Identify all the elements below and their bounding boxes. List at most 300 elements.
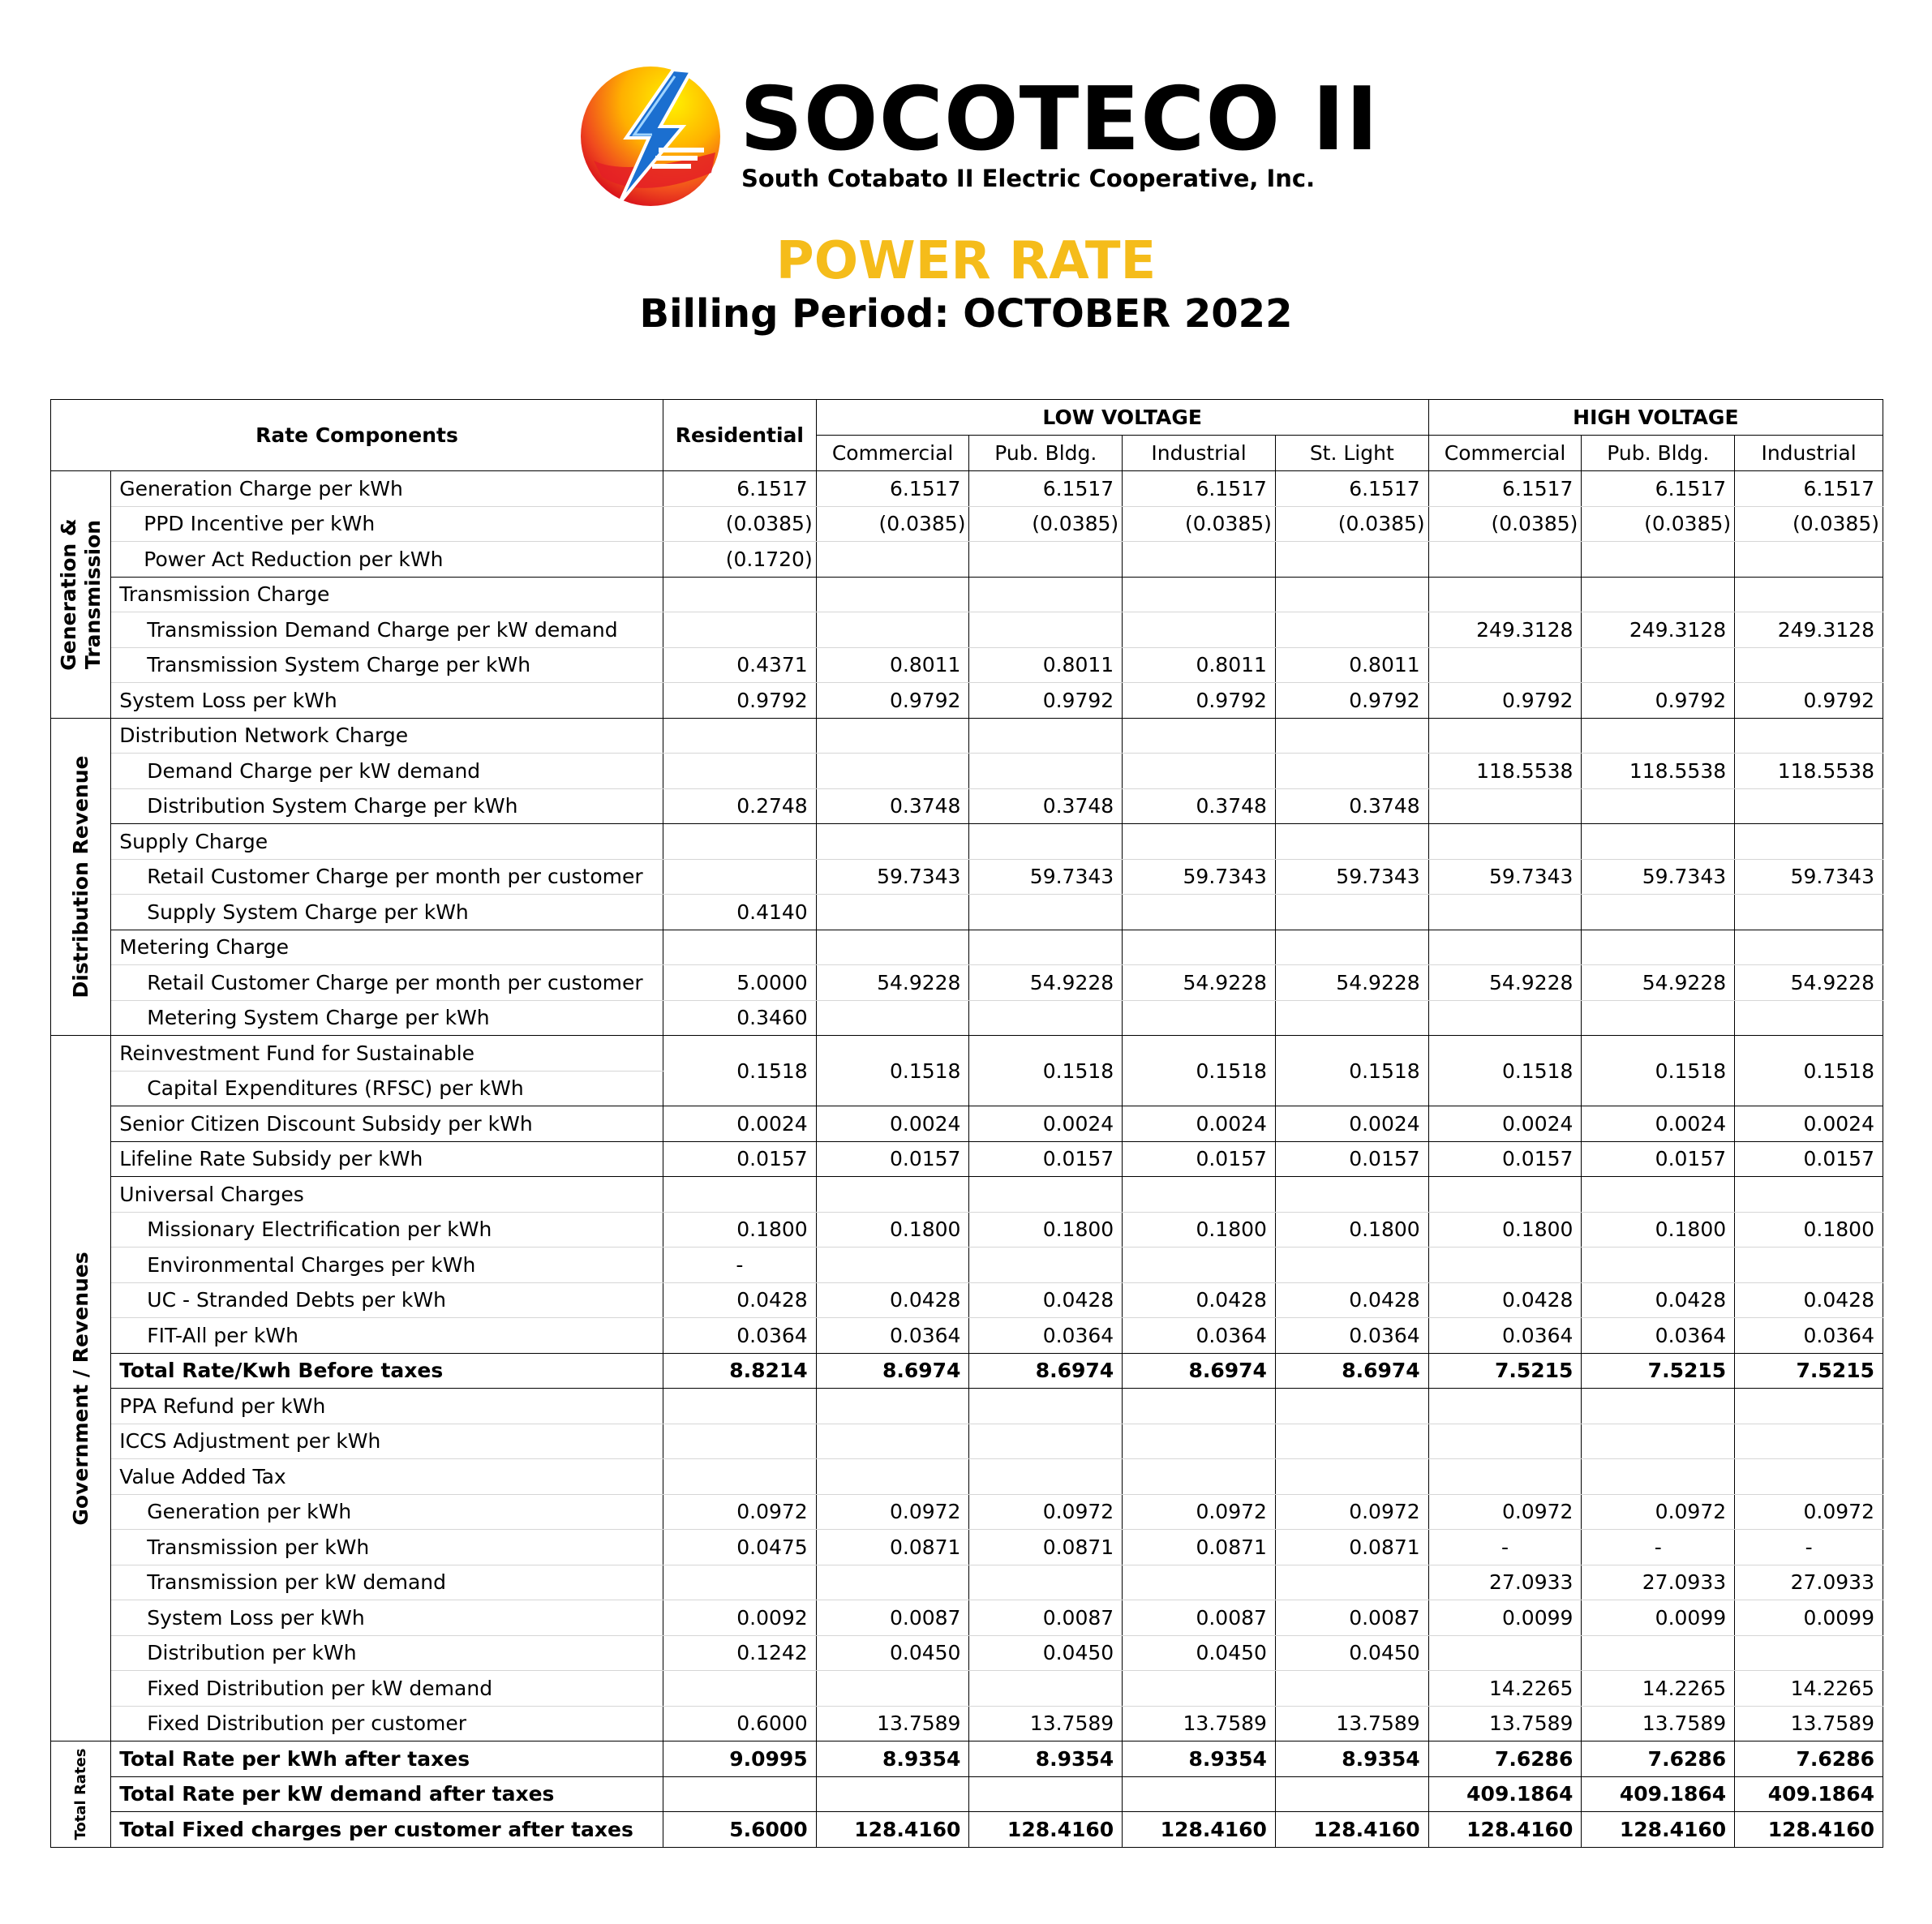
rate-value: 0.9792: [1582, 683, 1735, 719]
rate-value: [1428, 788, 1582, 824]
table-row: [51, 1000, 1883, 1036]
rate-value: [663, 1389, 816, 1424]
rate-value: 0.0972: [1735, 1494, 1883, 1530]
rate-components-header: Rate Components: [51, 400, 663, 471]
rate-value: 8.6974: [1123, 1353, 1276, 1389]
rate-value: 0.1800: [969, 1212, 1123, 1248]
rate-value: [1275, 1000, 1428, 1036]
rate-value: [1582, 1177, 1735, 1213]
rate-value: [663, 754, 816, 789]
row-label: Generation per kWh: [111, 1494, 663, 1530]
lv-commercial-header: Commercial: [816, 436, 969, 471]
rate-value: [1735, 1635, 1883, 1671]
rate-value: [1123, 542, 1276, 578]
rate-value: 0.1800: [1735, 1212, 1883, 1248]
rate-value: 0.0428: [1275, 1282, 1428, 1318]
rate-value: 0.1800: [663, 1212, 816, 1248]
rate-value: 0.0428: [1582, 1282, 1735, 1318]
rate-value: 59.7343: [969, 859, 1123, 895]
rate-value: 13.7589: [1582, 1706, 1735, 1741]
rate-value: 7.5215: [1582, 1353, 1735, 1389]
lv-st-light-header: St. Light: [1275, 436, 1428, 471]
rate-value: -: [1428, 1530, 1582, 1565]
rate-value: [816, 1776, 969, 1812]
table-row: [51, 1318, 1883, 1354]
rate-value: [663, 930, 816, 965]
rate-value: 0.0087: [1275, 1600, 1428, 1636]
rate-value: [1582, 1389, 1735, 1424]
rate-value: 0.0157: [1735, 1141, 1883, 1177]
rate-value: [1735, 577, 1883, 612]
table-row: [51, 506, 1883, 542]
rate-value: [663, 1671, 816, 1707]
rate-value: [969, 1565, 1123, 1600]
rate-value: 0.3748: [816, 788, 969, 824]
rate-value: (0.0385): [1582, 506, 1735, 542]
rate-value: [816, 718, 969, 754]
rate-value: 128.4160: [1275, 1812, 1428, 1848]
rate-value: 0.1518: [1123, 1036, 1276, 1106]
row-label: Transmission per kWh: [111, 1530, 663, 1565]
rate-value: 0.8011: [816, 647, 969, 683]
rate-value: [1428, 930, 1582, 965]
row-label: PPA Refund per kWh: [111, 1389, 663, 1424]
rate-value: 59.7343: [1275, 859, 1428, 895]
rate-value: 0.1518: [663, 1036, 816, 1106]
rate-value: [1735, 1248, 1883, 1283]
rate-value: 118.5538: [1735, 754, 1883, 789]
rate-value: 8.9354: [969, 1741, 1123, 1777]
rate-value: 0.0157: [1582, 1141, 1735, 1177]
row-label: Fixed Distribution per customer: [111, 1706, 663, 1741]
table-row: [51, 577, 1883, 612]
rate-value: 0.8011: [1275, 647, 1428, 683]
rate-value: 0.0871: [969, 1530, 1123, 1565]
row-label: Metering System Charge per kWh: [111, 1000, 663, 1036]
rate-value: 0.1800: [1582, 1212, 1735, 1248]
rate-value: 6.1517: [1582, 471, 1735, 507]
rate-value: [1275, 754, 1428, 789]
rate-value: 0.0364: [969, 1318, 1123, 1354]
rate-value: 0.0475: [663, 1530, 816, 1565]
rate-value: 0.0157: [1123, 1141, 1276, 1177]
row-label: Lifeline Rate Subsidy per kWh: [111, 1141, 663, 1177]
rate-value: 128.4160: [1123, 1812, 1276, 1848]
section-label: Generation & Transmission: [56, 518, 105, 671]
rate-value: [1275, 542, 1428, 578]
table-row: [51, 1565, 1883, 1600]
table-row: [51, 754, 1883, 789]
rate-value: 0.1518: [969, 1036, 1123, 1106]
rate-value: 7.6286: [1428, 1741, 1582, 1777]
row-label: PPD Incentive per kWh: [111, 506, 663, 542]
rate-value: 409.1864: [1582, 1776, 1735, 1812]
rate-value: (0.0385): [1123, 506, 1276, 542]
rate-value: [969, 612, 1123, 648]
rate-value: [1123, 930, 1276, 965]
rate-value: 0.0428: [1735, 1282, 1883, 1318]
rate-value: [969, 895, 1123, 930]
rate-value: 0.0024: [1123, 1106, 1276, 1142]
rate-value: 0.3748: [969, 788, 1123, 824]
rate-value: 0.9792: [1735, 683, 1883, 719]
rate-value: 0.0024: [663, 1106, 816, 1142]
rate-value: [1123, 577, 1276, 612]
rate-value: 0.0428: [663, 1282, 816, 1318]
rate-value: [1582, 718, 1735, 754]
rate-value: 8.6974: [969, 1353, 1123, 1389]
rate-value: [816, 1565, 969, 1600]
rate-value: [1582, 1459, 1735, 1495]
rate-value: [1275, 1671, 1428, 1707]
rate-value: 7.6286: [1735, 1741, 1883, 1777]
rate-value: 118.5538: [1582, 754, 1735, 789]
rate-value: 0.0024: [1428, 1106, 1582, 1142]
rate-value: [816, 542, 969, 578]
rate-value: 8.6974: [1275, 1353, 1428, 1389]
rate-value: 5.6000: [663, 1812, 816, 1848]
rate-value: [1735, 1459, 1883, 1495]
rate-value: 0.0972: [969, 1494, 1123, 1530]
rate-value: 9.0995: [663, 1741, 816, 1777]
hv-industrial-header: Industrial: [1735, 436, 1883, 471]
rate-value: 0.0364: [1123, 1318, 1276, 1354]
rate-value: 128.4160: [969, 1812, 1123, 1848]
rate-value: [969, 1000, 1123, 1036]
rate-value: 0.1800: [1428, 1212, 1582, 1248]
residential-header: Residential: [663, 400, 816, 471]
rate-value: 0.0024: [1735, 1106, 1883, 1142]
rate-value: 0.0450: [969, 1635, 1123, 1671]
power-rate-table: [50, 399, 1883, 1848]
rate-value: [816, 612, 969, 648]
rate-value: 0.0157: [663, 1141, 816, 1177]
rate-value: [1735, 542, 1883, 578]
rate-value: 6.1517: [1123, 471, 1276, 507]
row-label: Total Fixed charges per customer after taxes: [111, 1812, 663, 1848]
table-row: [51, 859, 1883, 895]
rate-value: 0.0450: [816, 1635, 969, 1671]
rate-value: [816, 1459, 969, 1495]
rate-value: 0.0024: [969, 1106, 1123, 1142]
row-label: Transmission per kW demand: [111, 1565, 663, 1600]
rate-value: 0.0099: [1428, 1600, 1582, 1636]
rate-value: 27.0933: [1582, 1565, 1735, 1600]
rate-value: [969, 577, 1123, 612]
rate-value: 118.5538: [1428, 754, 1582, 789]
rate-value: [1582, 1000, 1735, 1036]
rate-value: 54.9228: [1428, 965, 1582, 1001]
rate-value: (0.1720): [663, 542, 816, 578]
rate-value: 0.3748: [1123, 788, 1276, 824]
lv-pub-bldg-header: Pub. Bldg.: [969, 436, 1123, 471]
rate-value: [663, 824, 816, 860]
rate-value: 0.9792: [663, 683, 816, 719]
rate-value: 0.0871: [1275, 1530, 1428, 1565]
rate-value: [1275, 1424, 1428, 1459]
rate-value: 7.6286: [1582, 1741, 1735, 1777]
rate-value: [663, 718, 816, 754]
row-label: Transmission Charge: [111, 577, 663, 612]
rate-value: 0.0972: [1428, 1494, 1582, 1530]
rate-value: [1275, 1389, 1428, 1424]
table-row: [51, 542, 1883, 578]
rate-value: [1123, 1177, 1276, 1213]
rate-value: [1735, 1177, 1883, 1213]
rate-value: 0.3748: [1275, 788, 1428, 824]
table-row: [51, 1494, 1883, 1530]
rate-value: [816, 1424, 969, 1459]
hv-commercial-header: Commercial: [1428, 436, 1582, 471]
section-label: Government / Revenues: [68, 1251, 92, 1526]
rate-value: 128.4160: [1428, 1812, 1582, 1848]
rate-value: 8.8214: [663, 1353, 816, 1389]
rate-value: [1275, 1565, 1428, 1600]
row-label: System Loss per kWh: [111, 1600, 663, 1636]
rate-value: 6.1517: [1275, 471, 1428, 507]
rate-value: 14.2265: [1428, 1671, 1582, 1707]
rate-value: [1275, 824, 1428, 860]
row-label: Metering Charge: [111, 930, 663, 965]
row-label: Universal Charges: [111, 1177, 663, 1213]
rate-value: 6.1517: [816, 471, 969, 507]
rate-value: 0.0024: [1582, 1106, 1735, 1142]
rate-value: (0.0385): [663, 506, 816, 542]
rate-value: 0.0364: [1582, 1318, 1735, 1354]
rate-value: (0.0385): [1275, 506, 1428, 542]
rate-value: 0.0450: [1123, 1635, 1276, 1671]
rate-value: [969, 718, 1123, 754]
rate-value: [816, 1177, 969, 1213]
rate-value: [1582, 1635, 1735, 1671]
table-row: [51, 1600, 1883, 1636]
table-row: [51, 1106, 1883, 1142]
rate-value: [816, 824, 969, 860]
rate-value: [1123, 824, 1276, 860]
rate-value: (0.0385): [1735, 506, 1883, 542]
rate-value: [1735, 824, 1883, 860]
rate-value: 0.0428: [1428, 1282, 1582, 1318]
rate-value: 54.9228: [1735, 965, 1883, 1001]
row-label: ICCS Adjustment per kWh: [111, 1424, 663, 1459]
table-row: [51, 1812, 1883, 1848]
rate-value: [1582, 895, 1735, 930]
rate-value: [969, 1459, 1123, 1495]
rate-value: 128.4160: [816, 1812, 969, 1848]
rate-value: 249.3128: [1582, 612, 1735, 648]
rate-value: 0.0024: [816, 1106, 969, 1142]
company-name: SOCOTECO II: [740, 69, 1380, 170]
rate-value: 54.9228: [969, 965, 1123, 1001]
rate-value: [1275, 577, 1428, 612]
rate-value: [1582, 1424, 1735, 1459]
rate-value: [816, 754, 969, 789]
rate-value: [1428, 824, 1582, 860]
rate-value: [969, 930, 1123, 965]
rate-value: [816, 1248, 969, 1283]
rate-value: (0.0385): [816, 506, 969, 542]
rate-value: [969, 1389, 1123, 1424]
rate-value: [1275, 1776, 1428, 1812]
rate-value: [1275, 612, 1428, 648]
table-row: [51, 1424, 1883, 1459]
rate-value: 0.9792: [1428, 683, 1582, 719]
row-label: Transmission Demand Charge per kW demand: [111, 612, 663, 648]
lightning-bolt-logo-icon: [577, 63, 723, 209]
rate-value: 6.1517: [1735, 471, 1883, 507]
rate-value: 0.0972: [1123, 1494, 1276, 1530]
row-label: Fixed Distribution per kW demand: [111, 1671, 663, 1707]
rate-value: 0.0972: [1582, 1494, 1735, 1530]
rate-value: [663, 1177, 816, 1213]
page-title: POWER RATE: [775, 231, 1157, 291]
rate-value: [663, 612, 816, 648]
rate-value: 13.7589: [1735, 1706, 1883, 1741]
rate-value: [1123, 1000, 1276, 1036]
rate-value: [1735, 1000, 1883, 1036]
rate-value: 54.9228: [1582, 965, 1735, 1001]
rate-value: 0.6000: [663, 1706, 816, 1741]
rate-value: 0.0364: [1735, 1318, 1883, 1354]
rate-value: 5.0000: [663, 965, 816, 1001]
table-row: [51, 930, 1883, 965]
rate-value: [1275, 895, 1428, 930]
rate-value: 0.0972: [663, 1494, 816, 1530]
rate-value: [1123, 1776, 1276, 1812]
rate-value: [1428, 1177, 1582, 1213]
table-row: [51, 1741, 1883, 1777]
rate-value: 0.1518: [1275, 1036, 1428, 1106]
row-label: Demand Charge per kW demand: [111, 754, 663, 789]
company-logo: [577, 63, 1380, 209]
rate-value: 59.7343: [816, 859, 969, 895]
rate-value: 6.1517: [969, 471, 1123, 507]
rate-value: 54.9228: [1123, 965, 1276, 1001]
section-label-cell: [51, 1036, 111, 1741]
rate-value: [969, 542, 1123, 578]
rate-value: [1275, 1248, 1428, 1283]
rate-value: [663, 859, 816, 895]
rate-value: 0.3460: [663, 1000, 816, 1036]
row-label: Distribution System Charge per kWh: [111, 788, 663, 824]
rate-value: [1275, 930, 1428, 965]
rate-value: 0.0024: [1275, 1106, 1428, 1142]
rate-value: [1582, 788, 1735, 824]
row-label: Supply System Charge per kWh: [111, 895, 663, 930]
table-row: [51, 718, 1883, 754]
rate-value: 0.0157: [1428, 1141, 1582, 1177]
rate-value: 54.9228: [1275, 965, 1428, 1001]
rate-value: (0.0385): [1428, 506, 1582, 542]
rate-value: 0.0428: [1123, 1282, 1276, 1318]
row-label-continued: Capital Expenditures (RFSC) per kWh: [111, 1071, 663, 1106]
rate-value: [1735, 718, 1883, 754]
company-tagline: South Cotabato II Electric Cooperative, Inc.: [741, 165, 1316, 192]
rate-value: [1123, 1248, 1276, 1283]
table-row: [51, 1248, 1883, 1283]
rate-value: [969, 754, 1123, 789]
rate-value: 54.9228: [816, 965, 969, 1001]
table-row: [51, 824, 1883, 860]
table-row: [51, 1282, 1883, 1318]
rate-value: 0.1518: [1428, 1036, 1582, 1106]
rate-value: 13.7589: [1275, 1706, 1428, 1741]
rate-value: 0.0364: [1275, 1318, 1428, 1354]
rate-value: 249.3128: [1735, 612, 1883, 648]
row-label: Retail Customer Charge per month per customer: [111, 859, 663, 895]
rate-value: [1582, 824, 1735, 860]
rate-value: [816, 1000, 969, 1036]
row-label: Senior Citizen Discount Subsidy per kWh: [111, 1106, 663, 1142]
section-label: Total Rates: [71, 1748, 89, 1840]
table-row: [51, 1671, 1883, 1707]
rate-value: [1123, 1459, 1276, 1495]
rate-value: 6.1517: [1428, 471, 1582, 507]
rate-value: 13.7589: [969, 1706, 1123, 1741]
rate-value: 0.9792: [816, 683, 969, 719]
rate-value: [969, 1424, 1123, 1459]
billing-period: Billing Period: OCTOBER 2022: [639, 291, 1293, 337]
rate-value: 0.0364: [1428, 1318, 1582, 1354]
rate-value: -: [1582, 1530, 1735, 1565]
rate-value: [1123, 1565, 1276, 1600]
rate-value: [969, 1177, 1123, 1213]
lv-industrial-header: Industrial: [1123, 436, 1276, 471]
rate-value: [1275, 1177, 1428, 1213]
rate-value: 128.4160: [1735, 1812, 1883, 1848]
rate-value: 0.4140: [663, 895, 816, 930]
rate-value: -: [1735, 1530, 1883, 1565]
rate-value: 14.2265: [1582, 1671, 1735, 1707]
rate-value: [1735, 1424, 1883, 1459]
table-row: [51, 1141, 1883, 1177]
rate-value: 0.1800: [1275, 1212, 1428, 1248]
rate-value: 13.7589: [816, 1706, 969, 1741]
rate-value: [1275, 1459, 1428, 1495]
rate-value: [1428, 1459, 1582, 1495]
rate-value: 0.1518: [1735, 1036, 1883, 1106]
rate-value: 0.0157: [1275, 1141, 1428, 1177]
rate-value: 409.1864: [1735, 1776, 1883, 1812]
rate-value: [1735, 647, 1883, 683]
rate-value: [816, 577, 969, 612]
rate-value: 59.7343: [1123, 859, 1276, 895]
rate-value: 0.9792: [969, 683, 1123, 719]
row-label: Missionary Electrification per kWh: [111, 1212, 663, 1248]
table-row: [51, 1177, 1883, 1213]
row-label: Total Rate per kWh after taxes: [111, 1741, 663, 1777]
rate-value: 0.0972: [1275, 1494, 1428, 1530]
rate-value: [1123, 895, 1276, 930]
rate-value: [969, 1776, 1123, 1812]
rate-value: -: [663, 1248, 816, 1283]
rate-value: 0.4371: [663, 647, 816, 683]
row-label: Environmental Charges per kWh: [111, 1248, 663, 1283]
rate-value: 0.1800: [816, 1212, 969, 1248]
rate-value: [1428, 1248, 1582, 1283]
low-voltage-header: LOW VOLTAGE: [816, 400, 1428, 436]
rate-value: [1428, 1389, 1582, 1424]
rate-value: 59.7343: [1582, 859, 1735, 895]
rate-value: [1123, 1389, 1276, 1424]
rate-value: 0.2748: [663, 788, 816, 824]
rate-value: 0.9792: [1123, 683, 1276, 719]
table-row: [51, 1353, 1883, 1389]
rate-value: 0.1518: [1582, 1036, 1735, 1106]
rate-value: 27.0933: [1735, 1565, 1883, 1600]
rate-value: [663, 1459, 816, 1495]
rate-value: [1428, 718, 1582, 754]
